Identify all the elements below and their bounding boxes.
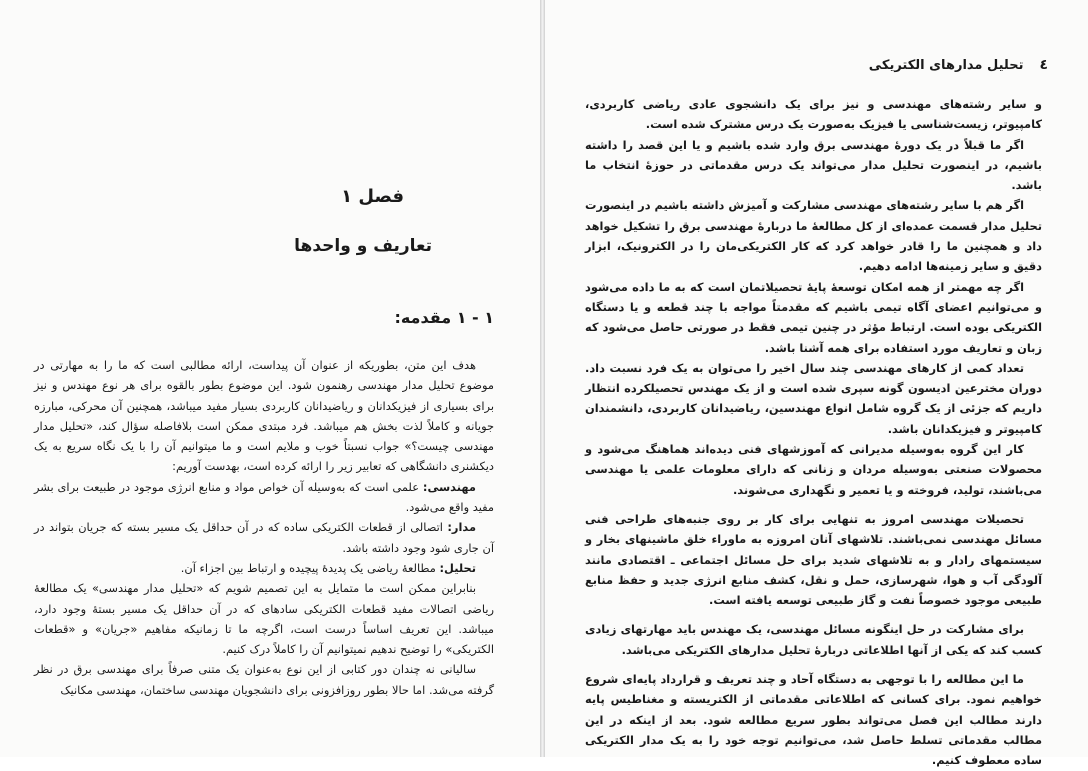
definition-text: اتصالی از قطعات الکتریکی ساده که در آن حداقل یک مسیر بسته که جریان بتواند در آن جاری شود وجود داشته باشد. — [34, 520, 494, 555]
definition-term: تحلیل: — [439, 560, 476, 575]
body-paragraph: بنابراین ممکن است ما متمایل به این تصمیم شویم که «تحلیل مدار مهندسی» یک مطالعهٔ ریاضی اتصالات مفید قطعات الکتریکی سادهای که در آن حداقل یک مسیر بستهٔ وجود دارد، میباشد. این تعریف اساساً درست است، اگرچه ما تا زمانیکه مفاهیم «جریان» و «قطعات الکتریکی» را توضیح ندهیم نمیتوانیم آن را کاملاً درک کنیم. — [34, 581, 494, 657]
body-paragraph: تعداد کمی از کارهای مهندسی چند سال اخیر را می‌توان به یک فرد نسبت داد. دوران مخترعین ادیسون گونه سپری شده است و از یک مهندس تحصیلکرده انتظار داریم که جزئی از یک گروه شامل انواع مهندسین، ریاضیدانان کاربردی، دانشمندان کامپیوتر و فیزیکدانان باشد. — [585, 360, 1042, 436]
body-paragraph: سالیانی نه چندان دور کتابی از این نوع به‌عنوان یک متنی صرفاً برای مهندسی برق در نظر گرفته می‌شد. اما حالا بطور روزافزونی برای دانشجویان مهندسی ساختمان، مهندسی مکانیک — [34, 662, 494, 697]
chapter-subtitle: تعاریف و واحدها — [294, 236, 432, 256]
left-page — [0, 0, 540, 757]
body-paragraph: اگر چه مهمتر از همه امکان توسعهٔ پایهٔ تحصیلاتمان است که به ما داده می‌شود و می‌توانیم اعضای آگاه تیمی باشیم که مقدمتاً مواجه با چند قطعه و یا دستگاه الکتریکی بوده است. ارتباط مؤثر در چنین تیمی فقط در صورتی حاصل می‌شود که زبان و تعاریف مورد استفاده برای همه آشنا باشد. — [585, 279, 1042, 355]
definition-term: مدار: — [447, 520, 476, 535]
right-page — [545, 0, 1088, 768]
body-paragraph: و سایر رشته‌های مهندسی و نیز برای یک دانشجوی عادی ریاضی کاربردی، کامپیوتر، زیست‌شناسی یا فیزیک به‌صورت یک درس مشترک شده است. — [585, 97, 1042, 132]
definition-term: مهندسی: — [422, 479, 476, 494]
running-header-title: تحلیل مدارهای الکتریکی — [868, 57, 1024, 73]
intro-paragraph: هدف این متن، بطوریکه از عنوان آن پیداست، ارائه مطالبی است که ما را به مهارتی در موضوع تحلیل مدار مهندسی رهنمون شود. این موضوع بطور بالقوه برای هر نوع مهندس و نیز برای بسیاری از فیزیکدانان و ریاضیدانان کاربردی بسیار مفید میباشد، همچنین آن محرکی، مبارزه جویانه و کاملاً لذت بخش هم میباشد. فرد مبتدی ممکن است بلافاصله سؤال کند، «تحلیل مدار مهندسی چیست؟» جواب نسبتاً خوب و ملایم است و ما میتوانیم آن را با یک نگاه سریع به یک دیکشنری دانشگاهی که تعابیر زیر را ارائه کرده است، بهدست آوریم: — [34, 358, 494, 474]
definition-analysis — [34, 558, 494, 578]
body-paragraph: تحصیلات مهندسی امروز به تنهایی برای کار بر روی جنبه‌های طراحی فنی مسائل مهندسی نمی‌باشند. تلاشهای آنان امروزه به ماوراء خلق ماشینهای بخار و سیستمهای رادار و به تلاشهای شدید برای حل مسائل اجتماعی ـ اقتصادی مانند آلودگی آب و هوا، شهرسازی، حمل و نقل، کشف منابع انرژی جدید و حفظ منابع طبیعی موجود خصوصاً نفت و گاز طبیعی توسعه یافته است. — [585, 511, 1042, 608]
body-paragraph: اگر هم با سایر رشته‌های مهندسی مشارکت و آمیزش داشته باشیم در اینصورت تحلیل مدار قسمت عمده‌ای از کل مطالعهٔ ما دربارهٔ مهندسی برق را تشکیل خواهد داد و همچنین ما را قادر خواهد کرد که کار الکتریکی‌مان را در الکترونیک، ابزار دقیق و سایر زمینه‌ها ادامه دهیم. — [585, 198, 1042, 274]
right-body-text — [585, 94, 1042, 771]
body-paragraph: کار این گروه به‌وسیله مدیرانی که آموزشهای فنی دیده‌اند هماهنگ می‌شود و محصولات صنعتی به‌وسیله مردان و زنانی که دارای معلومات علمی یا مهندسی می‌باشند، تولید، فروخته و یا تعمیر و نگهداری می‌شوند. — [585, 442, 1042, 497]
body-paragraph: برای مشارکت در حل اینگونه مسائل مهندسی، یک مهندس باید مهارتهای زیادی کسب کند که یکی از آنها اطلاعاتی دربارهٔ تحلیل مدارهای الکتریکی می‌باشد. — [585, 622, 1042, 657]
page-number: ٤ — [1039, 57, 1048, 73]
section-heading: ۱ - ۱ مقدمه: — [394, 308, 494, 327]
body-paragraph: ما این مطالعه را با توجهی به دستگاه آحاد و چند تعریف و قرارداد پایه‌ای شروع خواهیم نمود. برای کسانی که اطلاعاتی مقدماتی از الکتریسته و مغناطیس پایه دارند مطالب این فصل می‌تواند بطور سریع مطالعه شود. بعد از اینکه در این مطالب مقدماتی تسلط حاصل شد، می‌توانیم توجه خود را به یک مدار الکتریکی ساده معطوف کنیم. — [585, 672, 1042, 768]
paragraph-gap — [585, 610, 1042, 619]
paragraph-gap — [585, 660, 1042, 669]
definition-circuit — [34, 517, 494, 558]
definition-engineering — [34, 477, 494, 518]
body-paragraph: اگر ما قبلاً در یک دورهٔ مهندسی برق وارد شده باشیم و یا این قصد را داشته باشیم، در اینصورت تحلیل مدار می‌تواند یک درس مقدماتی در حوزهٔ انتخاب ما باشد. — [585, 137, 1042, 193]
chapter-title: فصل ۱ — [341, 186, 404, 207]
paragraph-gap — [585, 500, 1042, 509]
left-body-text — [34, 355, 494, 700]
definition-text: مطالعهٔ ریاضی یک پدیدهٔ پیچیده و ارتباط بین اجزاء آن. — [180, 560, 436, 575]
running-header — [575, 54, 1048, 76]
definition-text: علمی است که به‌وسیله آن خواص مواد و منابع انرژی موجود در طبیعت برای بشر مفید واقع می‌شود. — [34, 479, 494, 515]
